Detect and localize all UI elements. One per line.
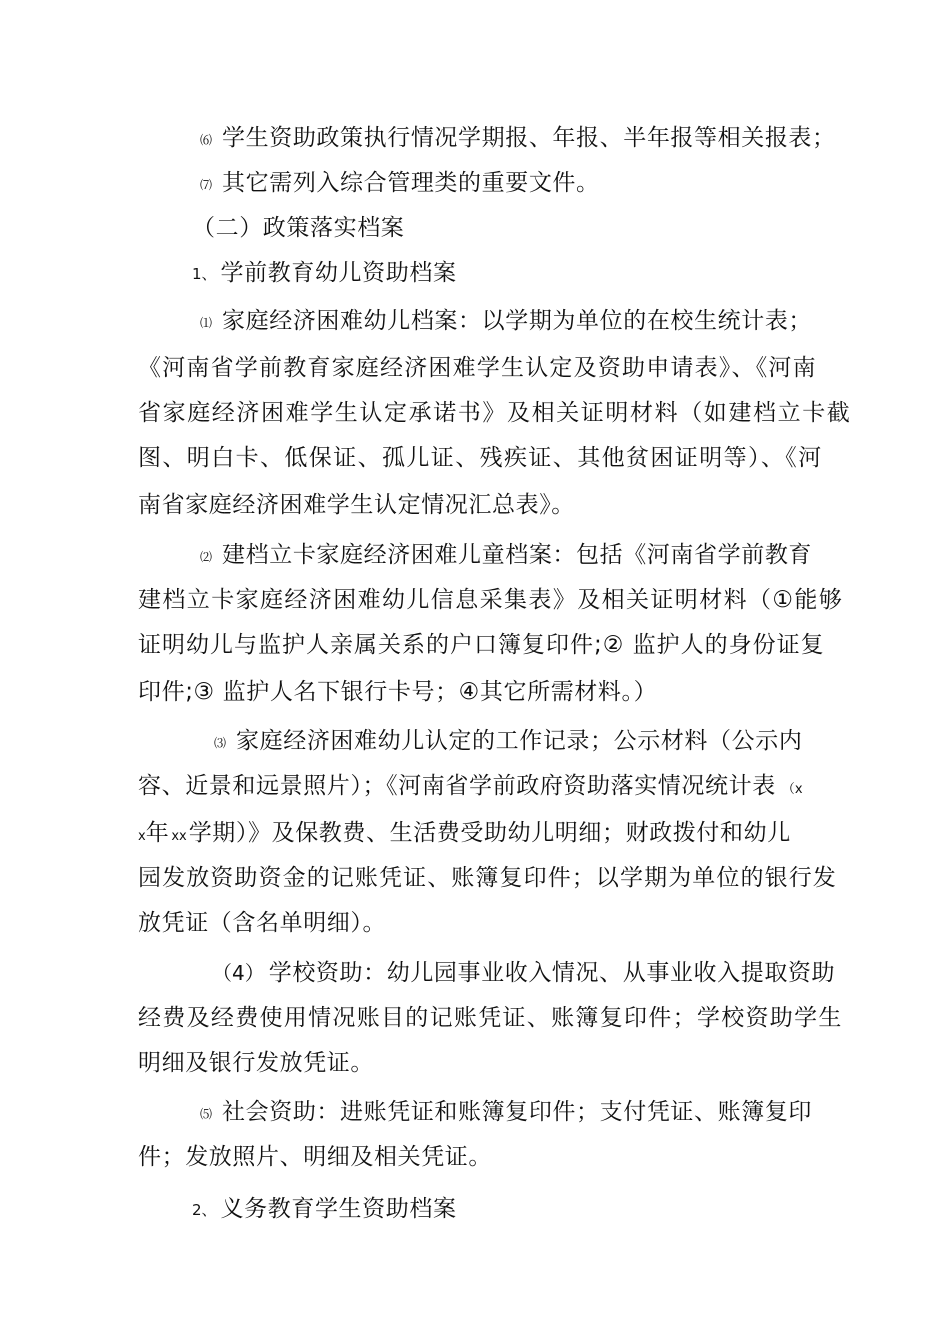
item1-line3: 省家庭经济困难学生认定承诺书》及相关证明材料（如建档立卡截	[138, 400, 852, 426]
item-marker: （4）	[212, 961, 265, 985]
item3-line5: 放凭证（含名单明细）。	[138, 910, 387, 936]
subsection-marker: 1、	[192, 265, 217, 283]
item-text: 家庭经济困难幼儿档案：以学期为单位的在校生统计表；	[222, 308, 813, 334]
item-text: 家庭经济困难幼儿认定的工作记录；公示材料（公示内	[236, 728, 803, 754]
item4-line2: 经费及经费使用情况账目的记账凭证、账簿复印件；学校资助学生	[138, 1005, 843, 1031]
item-text: 学校资助：幼儿园事业收入情况、从事业收入提取资助	[268, 960, 836, 986]
item-text-small: xx	[171, 829, 187, 844]
item-marker: ⑹	[200, 133, 213, 147]
item3-line4: 园发放资助资金的记账凭证、账簿复印件；以学期为单位的银行发	[138, 865, 837, 891]
item2-line1	[200, 540, 890, 572]
item-marker: ⑺	[200, 178, 213, 192]
subsection-marker: 2、	[192, 1201, 217, 1219]
item4-line3: 明细及银行发放凭证。	[138, 1050, 374, 1076]
item-marker: ⑸	[200, 1107, 213, 1121]
item3-line2	[138, 771, 828, 805]
item2-line4: 印件;③ 监护人名下银行卡号；④其它所需材料。）	[138, 679, 658, 705]
item-text: 学生资助政策执行情况学期报、年报、半年报等相关报表；	[222, 125, 836, 151]
item1-line4: 图、明白卡、低保证、孤儿证、残疾证、其他贫困证明等）、《河	[138, 445, 823, 471]
section-heading	[192, 213, 882, 243]
item-text-small: x	[138, 829, 146, 844]
item-text: 年	[145, 820, 170, 846]
item-marker: ⑶	[214, 736, 227, 750]
item-marker: ⑴	[200, 316, 213, 330]
item1-line5: 南省家庭经济困难学生认定情况汇总表》。	[138, 492, 575, 518]
item-text: 社会资助：进账凭证和账簿复印件；支付凭证、账簿复印	[222, 1099, 813, 1125]
subsection-heading-1	[192, 258, 882, 289]
item-text: 学期）》及保教费、生活费受助幼儿明细；财政拨付和幼儿	[188, 820, 791, 846]
item4-line1	[212, 958, 902, 988]
item3-line1	[214, 726, 904, 758]
item1-line2: 《河南省学前教育家庭经济困难学生认定及资助申请表》、《河南	[138, 355, 817, 381]
item-marker: ⑵	[200, 550, 213, 564]
list-item-6	[200, 123, 890, 155]
item2-line2: 建档立卡家庭经济困难幼儿信息采集表》及相关证明材料（①能够	[138, 587, 844, 613]
item-text: 其它需列入综合管理类的重要文件。	[222, 170, 600, 196]
item1-line1	[200, 306, 890, 338]
subsection-heading-2	[192, 1194, 882, 1225]
subsection-text: 义务教育学生资助档案	[220, 1196, 457, 1222]
item5-line1	[200, 1097, 890, 1129]
item5-line2: 件；发放照片、明细及相关凭证。	[138, 1144, 492, 1170]
item3-line3	[138, 818, 828, 852]
item-text-small: （x	[781, 782, 803, 797]
list-item-7	[200, 168, 890, 200]
section-heading-text: （二）政策落实档案	[192, 215, 405, 241]
item-text: 容、近景和远景照片）；《河南省学前政府资助落实情况统计表	[138, 773, 776, 799]
item2-line3: 证明幼儿与监护人亲属关系的户口簿复印件;② 监护人的身份证复	[138, 632, 825, 658]
item-text: 建档立卡家庭经济困难儿童档案：包括《河南省学前教育	[222, 542, 813, 568]
subsection-text: 学前教育幼儿资助档案	[220, 260, 457, 286]
